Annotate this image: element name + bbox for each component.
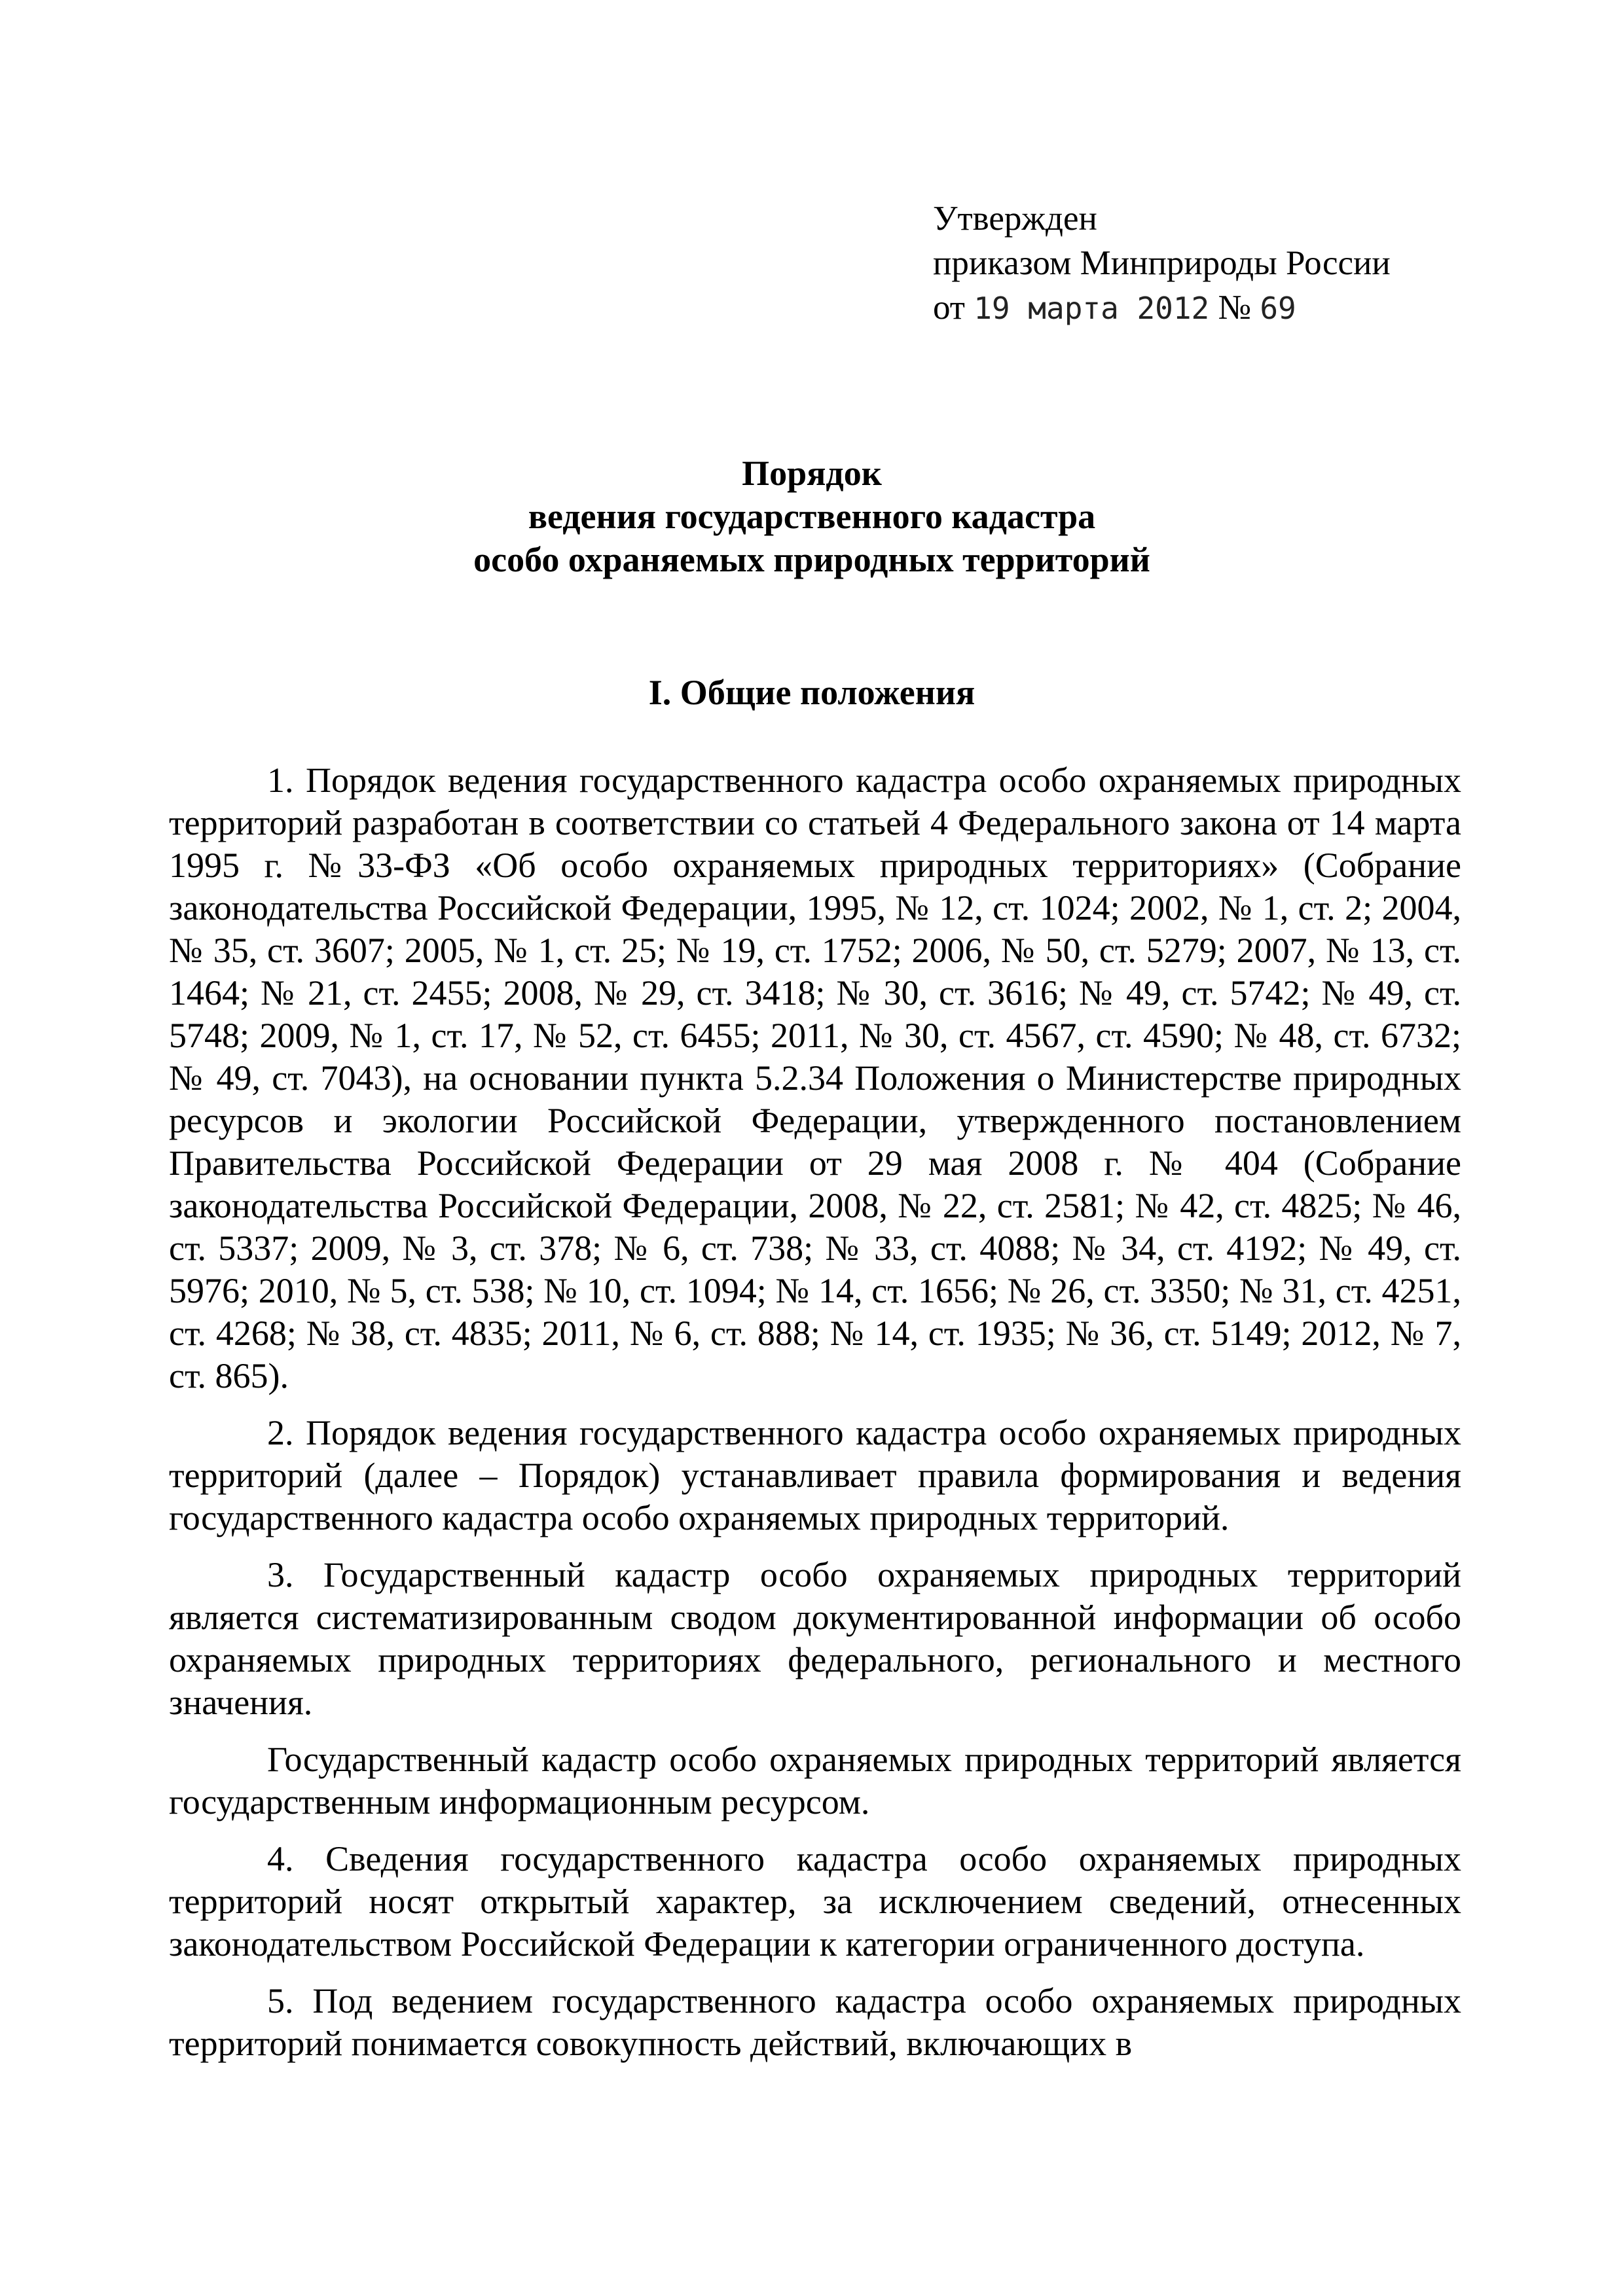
approval-line-3: [933, 285, 1522, 331]
paragraph-5: 5. Под ведением государственного кадастра особо охраняемых природных территорий понимается совокупность действий, включающих в: [169, 1981, 1461, 2063]
approval-block: [933, 196, 1522, 331]
paragraph-1: 1. Порядок ведения государственного кадастра особо охраняемых природных территорий разработан в соответствии со статьей 4 Федерального закона от 14 марта 1995 г. №33-ФЗ «Об особо охраняемых природных территориях» (Собрание законодательства Российской Федерации, 1995, № 12, ст. 1024; 2002, № 1, ст. 2; 2004, № 35, ст. 3607; 2005, № 1, ст. 25; № 19, ст. 1752; 2006, № 50, ст. 5279; 2007, № 13, ст. 1464; № 21, ст. 2455; 2008, № 29, ст. 3418; № 30, ст. 3616; № 49, ст. 5742; № 49, ст. 5748; 2009, № 1, ст. 17, № 52, ст. 6455; 2011, № 30, ст. 4567, ст. 4590; № 48, ст. 6732; № 49, ст. 7043), на основании пункта 5.2.34 Положения о Министерстве природных ресурсов и экологии Российской Федерации, утвержденного постановлением Правительства Российской Федерации от 29 мая 2008 г. № 404 (Собрание законодательства Российской Федерации, 2008, № 22, ст. 2581; № 42, ст. 4825; № 46, ст. 5337; 2009, № 3, ст. 378; № 6, ст. 738; № 33, ст. 4088; № 34, ст. 4192; № 49, ст. 5976; 2010, № 5, ст. 538; № 10, ст. 1094; № 14, ст. 1656; № 26, ст. 3350; № 31, ст. 4251, ст. 4268; № 38, ст. 4835; 2011, № 6, ст. 888; № 14, ст. 1935; № 36, ст. 5149; 2012, № 7, ст. 865).: [169, 761, 1461, 1395]
approval-date-prefix: от: [933, 289, 965, 327]
paragraph-2: 2. Порядок ведения государственного кадастра особо охраняемых природных территорий (далее – Порядок) устанавливает правила формирования и ведения государственного кадастра особо охраняемых природных территорий.: [169, 1413, 1461, 1537]
approval-line-1: Утвержден: [933, 200, 1097, 238]
section-heading: I. Общие положения: [648, 673, 976, 712]
document-body: [169, 759, 1461, 2065]
paragraph-3-continued: Государственный кадастр особо охраняемых природных территорий является государственным информационным ресурсом.: [169, 1740, 1461, 1821]
document-title: [170, 452, 1453, 581]
approval-number: 69: [1260, 291, 1296, 326]
title-line-2: ведения государственного кадастра: [528, 497, 1096, 536]
title-line-1: Порядок: [742, 454, 882, 493]
approval-number-sign: №: [1218, 289, 1252, 327]
title-line-3: особо охраняемых природных территорий: [473, 540, 1150, 579]
paragraph-3: 3. Государственный кадастр особо охраняемых природных территорий является систематизированным сводом документированной информации об особо охраняемых природных территориях федерального, регионального и местного значения.: [169, 1555, 1461, 1722]
approval-line-2: приказом Минприроды России: [933, 244, 1391, 282]
approval-date-stamp: 19 марта 2012: [974, 291, 1210, 326]
paragraph-4: 4. Сведения государственного кадастра особо охраняемых природных территорий носят открытый характер, за исключением сведений, отнесенных законодательством Российской Федерации к категории ограниченного доступа.: [169, 1839, 1461, 1964]
